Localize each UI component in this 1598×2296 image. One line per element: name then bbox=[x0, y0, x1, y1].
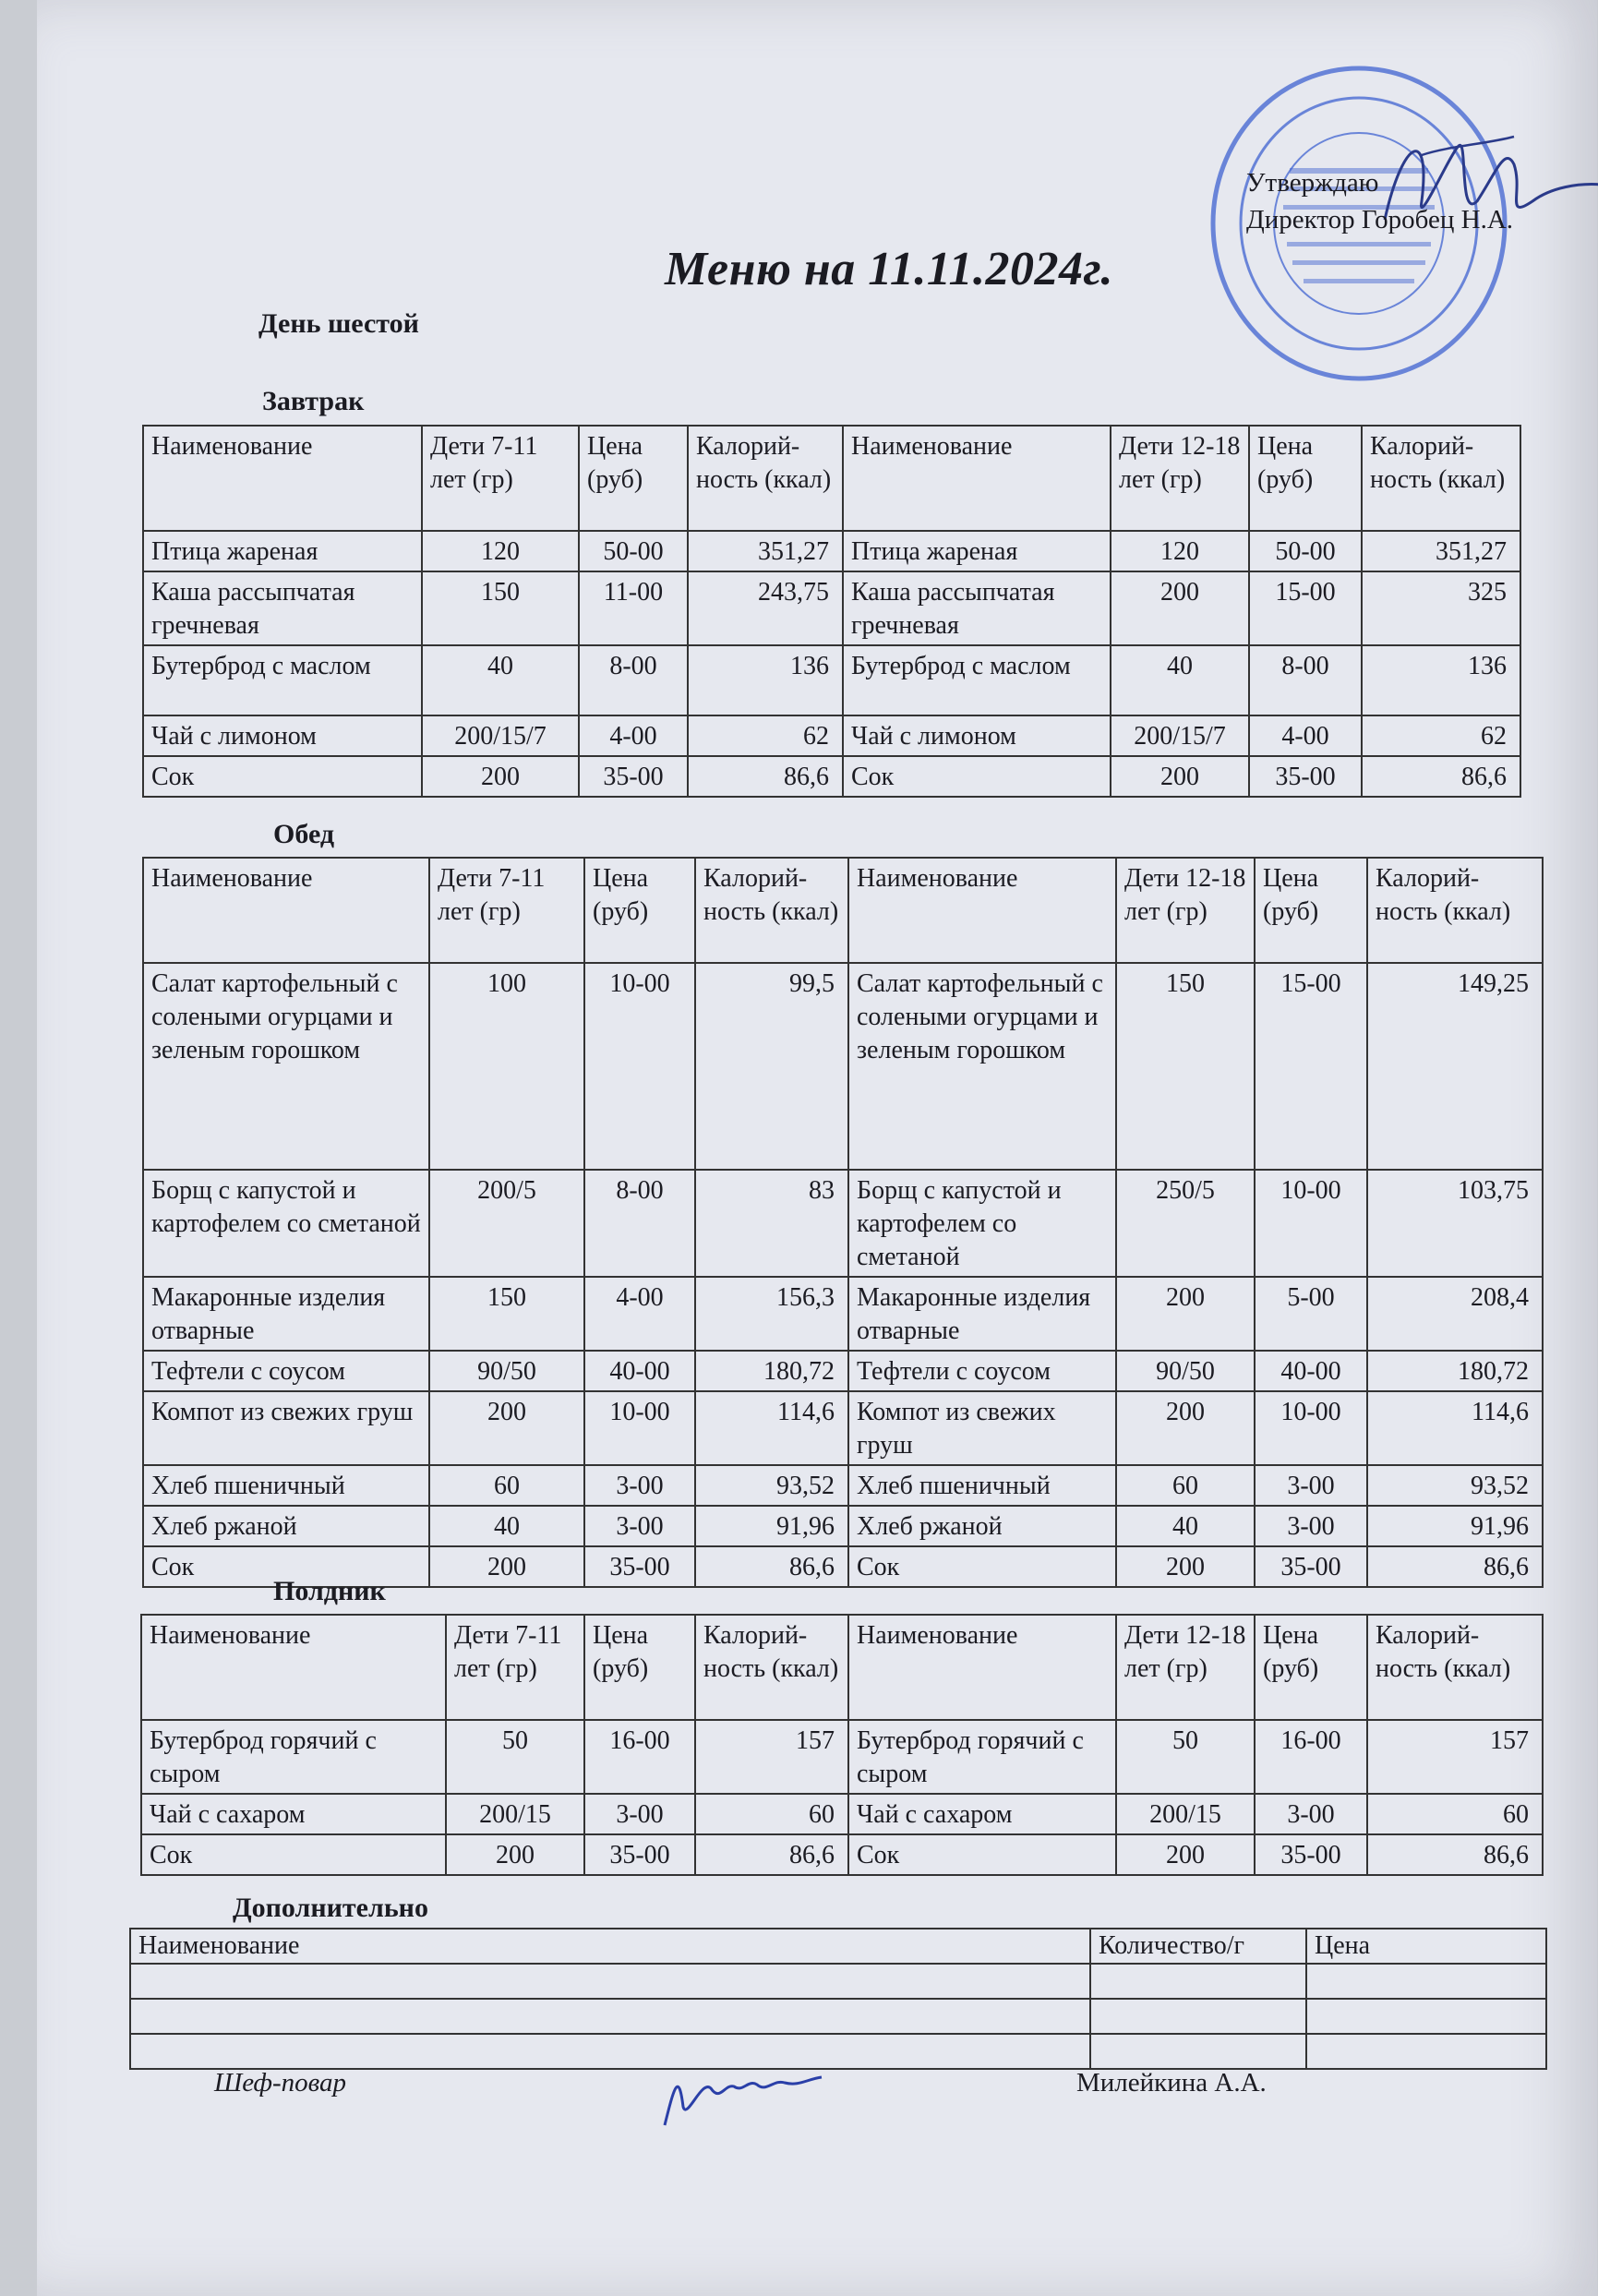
portion-7-11-cell: 120 bbox=[422, 531, 579, 571]
item-name-cell: Сок bbox=[141, 1834, 446, 1875]
table-row bbox=[130, 1964, 1546, 1999]
kcal-cell: 136 bbox=[688, 645, 843, 715]
item-name-cell: Бутерброд горячий с сыром bbox=[141, 1720, 446, 1794]
kcal-cell: 136 bbox=[1362, 645, 1520, 715]
item-name-cell: Сок bbox=[143, 1546, 429, 1587]
item-name-cell: Макаронные изделия отварные bbox=[143, 1277, 429, 1351]
kcal-cell: 91,96 bbox=[1367, 1506, 1543, 1546]
item-name-cell: Хлеб ржаной bbox=[143, 1506, 429, 1546]
price-cell: 3-00 bbox=[1255, 1794, 1367, 1834]
portion-12-18-cell: 200 bbox=[1116, 1277, 1255, 1351]
price-cell: 10-00 bbox=[584, 1391, 695, 1465]
item-name-cell: Компот из свежих груш bbox=[848, 1391, 1116, 1465]
portion-12-18-cell: 150 bbox=[1116, 963, 1255, 1170]
kcal-cell: 180,72 bbox=[1367, 1351, 1543, 1391]
item-name-cell: Чай с сахаром bbox=[848, 1794, 1116, 1834]
table-row bbox=[143, 963, 1543, 1170]
kcal-cell: 93,52 bbox=[1367, 1465, 1543, 1506]
table-cell bbox=[130, 2034, 1090, 2069]
lunch-table bbox=[142, 857, 1544, 1588]
table-header-row bbox=[143, 426, 1520, 531]
price-cell: 50-00 bbox=[579, 531, 688, 571]
price-cell: 4-00 bbox=[579, 715, 688, 756]
item-name-cell: Макаронные изделия отварные bbox=[848, 1277, 1116, 1351]
portion-7-11-cell: 200/15/7 bbox=[422, 715, 579, 756]
portion-7-11-cell: 200/5 bbox=[429, 1170, 584, 1277]
day-label: День шестой bbox=[258, 308, 419, 339]
portion-7-11-cell: 50 bbox=[446, 1720, 584, 1794]
portion-12-18-cell: 200/15 bbox=[1116, 1794, 1255, 1834]
kcal-cell: 86,6 bbox=[695, 1834, 848, 1875]
price-cell: 35-00 bbox=[1255, 1546, 1367, 1587]
table-row bbox=[143, 1351, 1543, 1391]
lunch-label: Обед bbox=[273, 819, 335, 849]
breakfast-table bbox=[142, 425, 1521, 798]
portion-7-11-cell: 150 bbox=[422, 571, 579, 645]
table-row bbox=[130, 2034, 1546, 2069]
kcal-cell: 60 bbox=[695, 1794, 848, 1834]
kcal-cell: 62 bbox=[688, 715, 843, 756]
item-name-cell: Тефтели с соусом bbox=[848, 1351, 1116, 1391]
kcal-cell: 157 bbox=[1367, 1720, 1543, 1794]
price-cell: 3-00 bbox=[584, 1465, 695, 1506]
portion-12-18-cell: 200 bbox=[1116, 1546, 1255, 1587]
table-row bbox=[143, 1277, 1543, 1351]
chef-signature bbox=[646, 2051, 831, 2134]
chef-name: Милейкина А.А. bbox=[1076, 2068, 1267, 2098]
table-cell bbox=[1090, 2034, 1306, 2069]
kcal-cell: 325 bbox=[1362, 571, 1520, 645]
approval-block bbox=[1246, 164, 1513, 238]
table-row bbox=[141, 1794, 1543, 1834]
page-title: Меню на 11.11.2024г. bbox=[665, 243, 1114, 295]
item-name-cell: Бутерброд с маслом bbox=[143, 645, 422, 715]
item-name-cell: Чай с сахаром bbox=[141, 1794, 446, 1834]
item-name-cell: Тефтели с соусом bbox=[143, 1351, 429, 1391]
kcal-cell: 180,72 bbox=[695, 1351, 848, 1391]
header-name: Наименование bbox=[143, 426, 422, 531]
table-cell bbox=[130, 1999, 1090, 2034]
table-row bbox=[143, 715, 1520, 756]
menu-sheet bbox=[37, 0, 1597, 2296]
price-cell: 3-00 bbox=[1255, 1506, 1367, 1546]
portion-12-18-cell: 200 bbox=[1116, 1834, 1255, 1875]
snack-label: Полдник bbox=[273, 1576, 386, 1606]
price-cell: 10-00 bbox=[1255, 1170, 1367, 1277]
extra-table bbox=[129, 1928, 1547, 2070]
table-header-row bbox=[130, 1929, 1546, 1964]
portion-12-18-cell: 40 bbox=[1111, 645, 1249, 715]
kcal-cell: 114,6 bbox=[1367, 1391, 1543, 1465]
table-row bbox=[143, 645, 1520, 715]
table-row bbox=[143, 531, 1520, 571]
header-kcal: Калорий-ность (ккал) bbox=[688, 426, 843, 531]
price-cell: 35-00 bbox=[1255, 1834, 1367, 1875]
portion-7-11-cell: 200 bbox=[422, 756, 579, 797]
kcal-cell: 83 bbox=[695, 1170, 848, 1277]
portion-7-11-cell: 200/15 bbox=[446, 1794, 584, 1834]
kcal-cell: 86,6 bbox=[688, 756, 843, 797]
item-name-cell: Птица жареная bbox=[843, 531, 1111, 571]
portion-12-18-cell: 60 bbox=[1116, 1465, 1255, 1506]
price-cell: 50-00 bbox=[1249, 531, 1362, 571]
kcal-cell: 93,52 bbox=[695, 1465, 848, 1506]
kcal-cell: 99,5 bbox=[695, 963, 848, 1170]
portion-7-11-cell: 90/50 bbox=[429, 1351, 584, 1391]
item-name-cell: Чай с лимоном bbox=[843, 715, 1111, 756]
item-name-cell: Борщ с капустой и картофелем со сметаной bbox=[848, 1170, 1116, 1277]
price-cell: 4-00 bbox=[584, 1277, 695, 1351]
table-header-row bbox=[143, 858, 1543, 963]
table-cell bbox=[1090, 1964, 1306, 1999]
kcal-cell: 91,96 bbox=[695, 1506, 848, 1546]
kcal-cell: 157 bbox=[695, 1720, 848, 1794]
extra-header-price: Цена bbox=[1306, 1929, 1546, 1964]
table-row bbox=[143, 756, 1520, 797]
price-cell: 8-00 bbox=[579, 645, 688, 715]
extra-label: Дополнительно bbox=[233, 1893, 428, 1923]
price-cell: 3-00 bbox=[584, 1506, 695, 1546]
item-name-cell: Чай с лимоном bbox=[143, 715, 422, 756]
header-price: Цена (руб) bbox=[1255, 858, 1367, 963]
price-cell: 40-00 bbox=[584, 1351, 695, 1391]
table-row bbox=[130, 1999, 1546, 2034]
kcal-cell: 86,6 bbox=[695, 1546, 848, 1587]
item-name-cell: Бутерброд с маслом bbox=[843, 645, 1111, 715]
price-cell: 16-00 bbox=[1255, 1720, 1367, 1794]
header-price: Цена (руб) bbox=[1249, 426, 1362, 531]
kcal-cell: 86,6 bbox=[1367, 1834, 1543, 1875]
kcal-cell: 208,4 bbox=[1367, 1277, 1543, 1351]
price-cell: 15-00 bbox=[1255, 963, 1367, 1170]
price-cell: 10-00 bbox=[584, 963, 695, 1170]
header-kids-12-18: Дети 12-18 лет (гр) bbox=[1116, 1615, 1255, 1720]
price-cell: 35-00 bbox=[1249, 756, 1362, 797]
portion-7-11-cell: 150 bbox=[429, 1277, 584, 1351]
kcal-cell: 114,6 bbox=[695, 1391, 848, 1465]
portion-7-11-cell: 40 bbox=[429, 1506, 584, 1546]
price-cell: 8-00 bbox=[1249, 645, 1362, 715]
item-name-cell: Хлеб ржаной bbox=[848, 1506, 1116, 1546]
header-name: Наименование bbox=[141, 1615, 446, 1720]
chef-role: Шеф-повар bbox=[214, 2068, 347, 2098]
header-kcal: Калорий-ность (ккал) bbox=[1362, 426, 1520, 531]
price-cell: 11-00 bbox=[579, 571, 688, 645]
header-kids-7-11: Дети 7-11 лет (гр) bbox=[429, 858, 584, 963]
price-cell: 3-00 bbox=[1255, 1465, 1367, 1506]
portion-7-11-cell: 200 bbox=[429, 1391, 584, 1465]
table-row bbox=[143, 1465, 1543, 1506]
portion-12-18-cell: 50 bbox=[1116, 1720, 1255, 1794]
item-name-cell: Салат картофельный с солеными огурцами и зеленым горошком bbox=[143, 963, 429, 1170]
header-kcal: Калорий-ность (ккал) bbox=[695, 858, 848, 963]
item-name-cell: Компот из свежих груш bbox=[143, 1391, 429, 1465]
price-cell: 35-00 bbox=[584, 1834, 695, 1875]
header-name: Наименование bbox=[843, 426, 1111, 531]
item-name-cell: Борщ с капустой и картофелем со сметаной bbox=[143, 1170, 429, 1277]
header-kids-12-18: Дети 12-18 лет (гр) bbox=[1116, 858, 1255, 963]
header-price: Цена (руб) bbox=[1255, 1615, 1367, 1720]
item-name-cell: Сок bbox=[143, 756, 422, 797]
portion-12-18-cell: 250/5 bbox=[1116, 1170, 1255, 1277]
price-cell: 35-00 bbox=[579, 756, 688, 797]
table-cell bbox=[1306, 1999, 1546, 2034]
kcal-cell: 351,27 bbox=[688, 531, 843, 571]
header-kids-7-11: Дети 7-11 лет (гр) bbox=[422, 426, 579, 531]
table-cell bbox=[130, 1964, 1090, 1999]
item-name-cell: Птица жареная bbox=[143, 531, 422, 571]
item-name-cell: Каша рассыпчатая гречневая bbox=[843, 571, 1111, 645]
table-row bbox=[141, 1834, 1543, 1875]
price-cell: 15-00 bbox=[1249, 571, 1362, 645]
extra-header-name: Наименование bbox=[130, 1929, 1090, 1964]
table-row bbox=[141, 1720, 1543, 1794]
header-kids-7-11: Дети 7-11 лет (гр) bbox=[446, 1615, 584, 1720]
kcal-cell: 62 bbox=[1362, 715, 1520, 756]
approve-label: Утверждаю bbox=[1246, 168, 1379, 198]
portion-12-18-cell: 40 bbox=[1116, 1506, 1255, 1546]
price-cell: 16-00 bbox=[584, 1720, 695, 1794]
portion-12-18-cell: 200 bbox=[1116, 1391, 1255, 1465]
portion-12-18-cell: 90/50 bbox=[1116, 1351, 1255, 1391]
table-cell bbox=[1090, 1999, 1306, 2034]
item-name-cell: Салат картофельный с солеными огурцами и зеленым горошком bbox=[848, 963, 1116, 1170]
portion-7-11-cell: 60 bbox=[429, 1465, 584, 1506]
kcal-cell: 351,27 bbox=[1362, 531, 1520, 571]
director-name: Директор Горобец Н.А. bbox=[1246, 205, 1514, 234]
extra-header-qty: Количество/г bbox=[1090, 1929, 1306, 1964]
header-kids-12-18: Дети 12-18 лет (гр) bbox=[1111, 426, 1249, 531]
table-row bbox=[143, 1391, 1543, 1465]
kcal-cell: 243,75 bbox=[688, 571, 843, 645]
table-row bbox=[143, 1506, 1543, 1546]
table-cell bbox=[1306, 2034, 1546, 2069]
header-name: Наименование bbox=[848, 1615, 1116, 1720]
table-cell bbox=[1306, 1964, 1546, 1999]
kcal-cell: 60 bbox=[1367, 1794, 1543, 1834]
item-name-cell: Сок bbox=[843, 756, 1111, 797]
header-name: Наименование bbox=[143, 858, 429, 963]
item-name-cell: Хлеб пшеничный bbox=[143, 1465, 429, 1506]
header-kcal: Калорий-ность (ккал) bbox=[1367, 1615, 1543, 1720]
price-cell: 5-00 bbox=[1255, 1277, 1367, 1351]
header-price: Цена (руб) bbox=[579, 426, 688, 531]
portion-7-11-cell: 200 bbox=[446, 1834, 584, 1875]
portion-7-11-cell: 100 bbox=[429, 963, 584, 1170]
price-cell: 4-00 bbox=[1249, 715, 1362, 756]
price-cell: 40-00 bbox=[1255, 1351, 1367, 1391]
price-cell: 8-00 bbox=[584, 1170, 695, 1277]
portion-12-18-cell: 200 bbox=[1111, 571, 1249, 645]
item-name-cell: Сок bbox=[848, 1834, 1116, 1875]
kcal-cell: 156,3 bbox=[695, 1277, 848, 1351]
kcal-cell: 103,75 bbox=[1367, 1170, 1543, 1277]
portion-12-18-cell: 120 bbox=[1111, 531, 1249, 571]
header-kcal: Калорий-ность (ккал) bbox=[695, 1615, 848, 1720]
portion-12-18-cell: 200 bbox=[1111, 756, 1249, 797]
price-cell: 10-00 bbox=[1255, 1391, 1367, 1465]
table-header-row bbox=[141, 1615, 1543, 1720]
kcal-cell: 86,6 bbox=[1362, 756, 1520, 797]
header-kcal: Калорий-ность (ккал) bbox=[1367, 858, 1543, 963]
price-cell: 3-00 bbox=[584, 1794, 695, 1834]
item-name-cell: Каша рассыпчатая гречневая bbox=[143, 571, 422, 645]
price-cell: 35-00 bbox=[584, 1546, 695, 1587]
portion-7-11-cell: 200 bbox=[429, 1546, 584, 1587]
portion-12-18-cell: 200/15/7 bbox=[1111, 715, 1249, 756]
snack-table bbox=[140, 1614, 1544, 1876]
kcal-cell: 86,6 bbox=[1367, 1546, 1543, 1587]
header-price: Цена (руб) bbox=[584, 858, 695, 963]
kcal-cell: 149,25 bbox=[1367, 963, 1543, 1170]
item-name-cell: Хлеб пшеничный bbox=[848, 1465, 1116, 1506]
header-name: Наименование bbox=[848, 858, 1116, 963]
table-row bbox=[143, 1170, 1543, 1277]
portion-7-11-cell: 40 bbox=[422, 645, 579, 715]
item-name-cell: Сок bbox=[848, 1546, 1116, 1587]
header-price: Цена (руб) bbox=[584, 1615, 695, 1720]
breakfast-label: Завтрак bbox=[262, 386, 365, 416]
item-name-cell: Бутерброд горячий с сыром bbox=[848, 1720, 1116, 1794]
table-row bbox=[143, 571, 1520, 645]
